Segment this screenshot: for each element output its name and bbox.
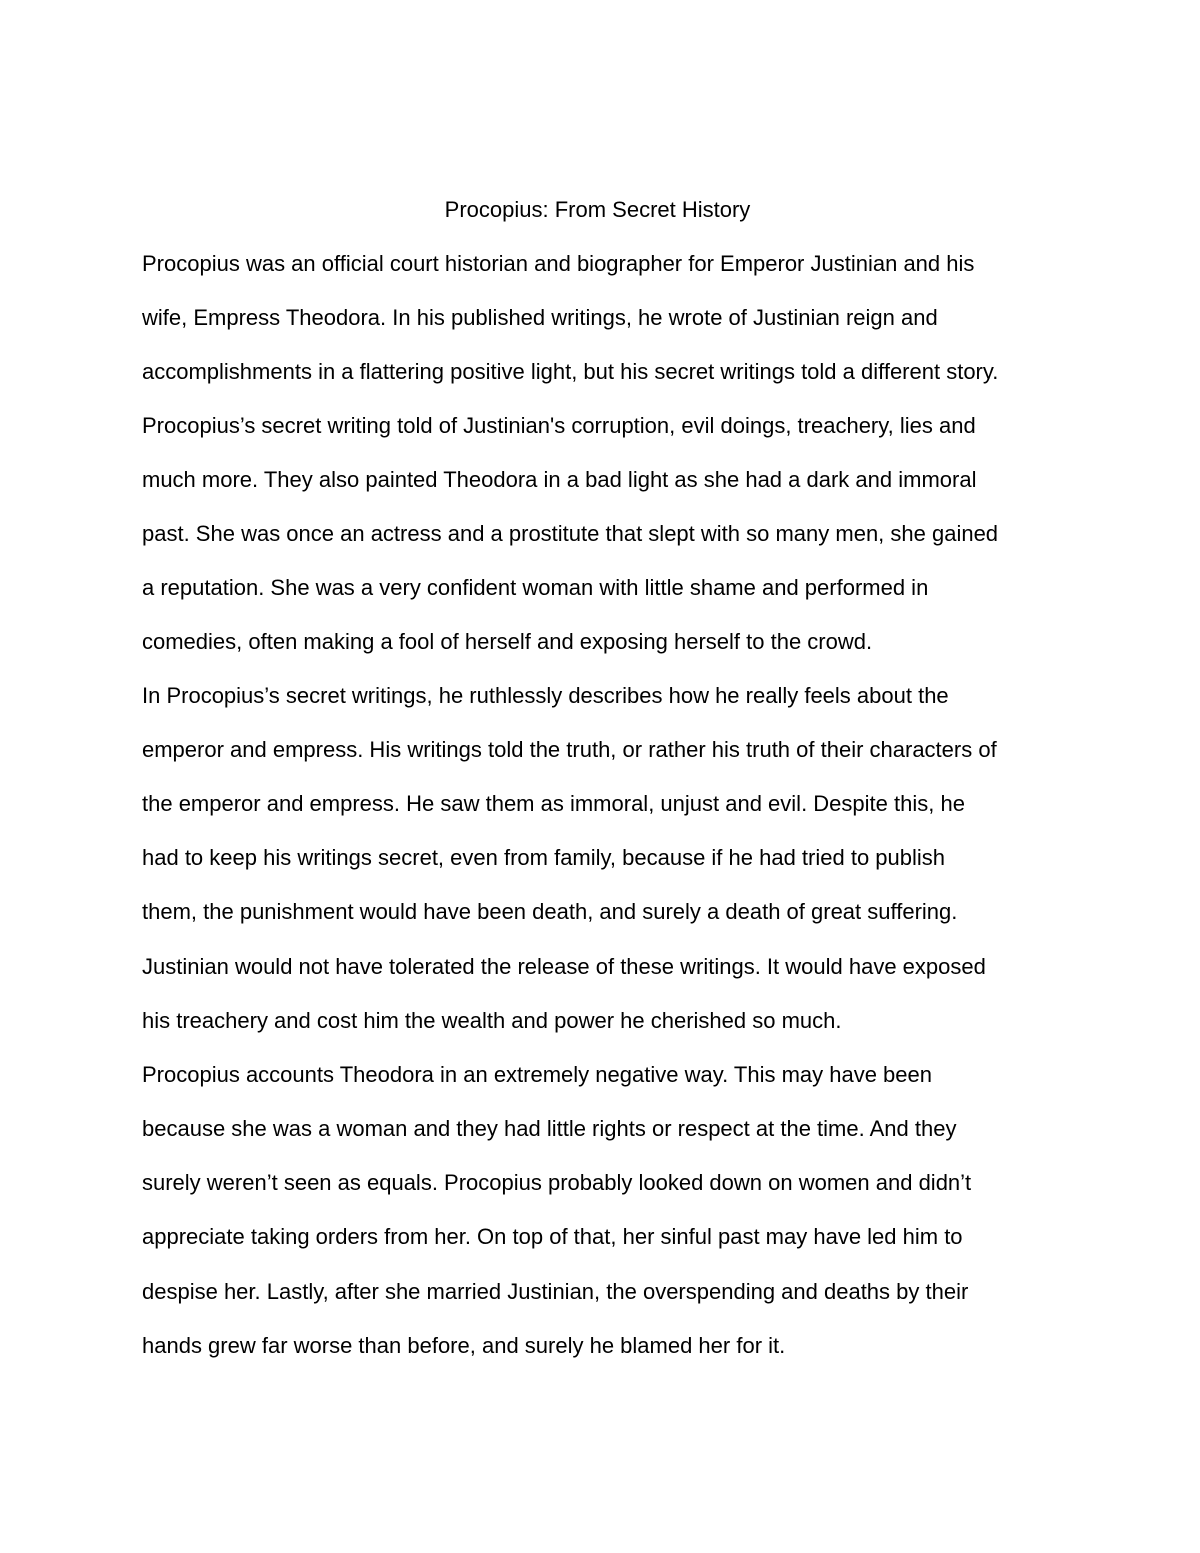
text-line: comedies, often making a fool of herself and exposing herself to the crowd.	[142, 629, 873, 654]
text-line: the emperor and empress. He saw them as immoral, unjust and evil. Despite this, he	[142, 791, 965, 816]
text-line: past. She was once an actress and a prostitute that slept with so many men, she gained	[142, 521, 999, 546]
text-line: them, the punishment would have been death, and surely a death of great suffering.	[142, 899, 958, 924]
text-line: accomplishments in a flattering positive light, but his secret writings told a different story.	[142, 359, 999, 384]
text-line: surely weren’t seen as equals. Procopius probably looked down on women and didn’t	[142, 1170, 972, 1195]
text-line: because she was a woman and they had little rights or respect at the time. And they	[142, 1116, 957, 1141]
text-line: Justinian would not have tolerated the release of these writings. It would have exposed	[142, 954, 986, 979]
text-line: Procopius accounts Theodora in an extremely negative way. This may have been	[142, 1062, 933, 1087]
text-line: hands grew far worse than before, and surely he blamed her for it.	[142, 1333, 786, 1358]
text-line: a reputation. She was a very confident woman with little shame and performed in	[142, 575, 929, 600]
text-line: Procopius was an official court historian and biographer for Emperor Justinian and his	[142, 251, 975, 276]
text-line: Procopius’s secret writing told of Justinian's corruption, evil doings, treachery, lies and	[142, 413, 976, 438]
text-line: despise her. Lastly, after she married Justinian, the overspending and deaths by their	[142, 1279, 969, 1304]
document-title: Procopius: From Secret History	[444, 197, 751, 222]
text-line: had to keep his writings secret, even from family, because if he had tried to publish	[142, 845, 946, 870]
text-line: wife, Empress Theodora. In his published writings, he wrote of Justinian reign and	[142, 305, 938, 330]
text-line: appreciate taking orders from her. On top of that, her sinful past may have led him to	[142, 1224, 963, 1249]
text-line: emperor and empress. His writings told the truth, or rather his truth of their characters of	[142, 737, 997, 762]
text-line: In Procopius’s secret writings, he ruthlessly describes how he really feels about the	[142, 683, 949, 708]
text-line: much more. They also painted Theodora in a bad light as she had a dark and immoral	[142, 467, 977, 492]
text-line: his treachery and cost him the wealth and power he cherished so much.	[142, 1008, 842, 1033]
